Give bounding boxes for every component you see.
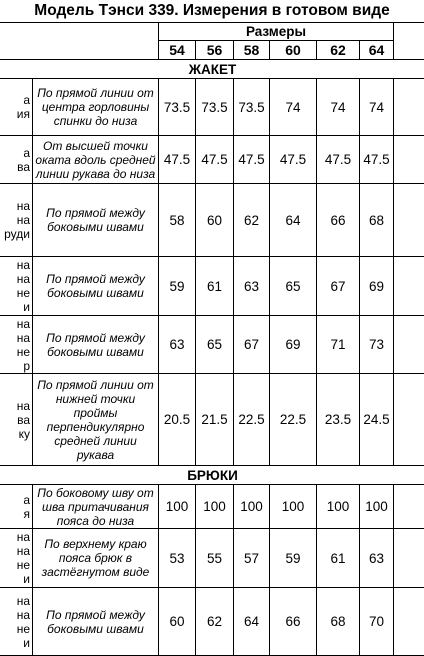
value-cell-54: 73.5 bbox=[159, 79, 196, 136]
parameter-fragment: на bbox=[16, 530, 30, 544]
value-cell-60: 47.5 bbox=[270, 136, 317, 184]
value-cell-62: 74 bbox=[317, 79, 360, 136]
section-title: ЖАКЕТ bbox=[0, 60, 424, 79]
right-edge-header-cell bbox=[394, 23, 424, 60]
value-cell-54: 100 bbox=[159, 485, 196, 529]
size-header-56: 56 bbox=[196, 41, 234, 60]
right-edge-cell bbox=[394, 529, 424, 588]
size-header-58: 58 bbox=[234, 41, 270, 60]
parameter-fragment: на bbox=[16, 398, 30, 413]
value-cell-64: 47.5 bbox=[360, 136, 394, 184]
parameter-fragment: на bbox=[16, 607, 30, 622]
value-cell-58: 100 bbox=[234, 485, 270, 529]
parameter-fragment: а bbox=[23, 492, 30, 507]
parameter-cell bbox=[0, 529, 33, 588]
size-header-62: 62 bbox=[317, 41, 360, 60]
value-cell-56: 61 bbox=[196, 257, 234, 316]
value-cell-60: 66 bbox=[270, 588, 317, 656]
value-cell-54: 58 bbox=[159, 184, 196, 257]
parameter-fragment: а bbox=[23, 145, 30, 160]
parameter-fragment: на bbox=[16, 199, 30, 213]
parameter-fragment: и bbox=[23, 572, 30, 586]
value-cell-62: 68 bbox=[317, 588, 360, 656]
value-cell-58: 22.5 bbox=[234, 374, 270, 466]
right-edge-cell bbox=[394, 485, 424, 529]
parameter-fragment: я bbox=[23, 506, 30, 521]
parameter-fragment: на bbox=[16, 330, 30, 345]
value-cell-58: 73.5 bbox=[234, 79, 270, 136]
value-cell-54: 47.5 bbox=[159, 136, 196, 184]
value-cell-56: 65 bbox=[196, 316, 234, 374]
right-edge-cell bbox=[394, 136, 424, 184]
value-cell-58: 64 bbox=[234, 588, 270, 656]
value-cell-62: 71 bbox=[317, 316, 360, 374]
table-row bbox=[0, 485, 424, 529]
parameter-fragment: на bbox=[16, 316, 30, 331]
value-cell-64: 24.5 bbox=[360, 374, 394, 466]
parameter-fragment: на bbox=[16, 272, 30, 286]
parameter-fragment: ва bbox=[17, 159, 30, 174]
parameter-fragment: на bbox=[16, 593, 30, 608]
value-cell-64: 70 bbox=[360, 588, 394, 656]
value-cell-54: 60 bbox=[159, 588, 196, 656]
value-cell-60: 69 bbox=[270, 316, 317, 374]
method-cell: По прямой между боковыми швами bbox=[33, 316, 159, 374]
parameter-cell bbox=[0, 257, 33, 316]
value-cell-60: 22.5 bbox=[270, 374, 317, 466]
method-cell: По прямой между боковыми швами bbox=[33, 184, 159, 257]
value-cell-62: 66 bbox=[317, 184, 360, 257]
sizes-header-text: Размеры bbox=[245, 24, 307, 39]
parameter-fragment: а bbox=[23, 93, 30, 107]
parameter-fragment: на bbox=[16, 544, 30, 558]
size-header-54: 54 bbox=[159, 41, 196, 60]
value-cell-54: 20.5 bbox=[159, 374, 196, 466]
value-cell-58: 67 bbox=[234, 316, 270, 374]
value-cell-62: 61 bbox=[317, 529, 360, 588]
value-cell-54: 59 bbox=[159, 257, 196, 316]
parameter-cell bbox=[0, 316, 33, 374]
value-cell-56: 47.5 bbox=[196, 136, 234, 184]
table-row bbox=[0, 184, 424, 257]
value-cell-56: 62 bbox=[196, 588, 234, 656]
value-cell-64: 74 bbox=[360, 79, 394, 136]
parameter-cell bbox=[0, 374, 33, 466]
value-cell-62: 23.5 bbox=[317, 374, 360, 466]
method-cell: От высшей точки оката вдоль средней линии рукава до низа bbox=[33, 136, 159, 184]
value-cell-54: 63 bbox=[159, 316, 196, 374]
parameter-fragment: и bbox=[23, 300, 30, 314]
method-cell: По прямой линии от центра горловины спинки до низа bbox=[33, 79, 159, 136]
value-cell-64: 69 bbox=[360, 257, 394, 316]
value-cell-60: 64 bbox=[270, 184, 317, 257]
value-cell-56: 21.5 bbox=[196, 374, 234, 466]
method-cell: По прямой между боковыми швами bbox=[33, 588, 159, 656]
value-cell-64: 100 bbox=[360, 485, 394, 529]
parameter-fragment: ку bbox=[18, 426, 30, 441]
table-row bbox=[0, 257, 424, 316]
table-row bbox=[0, 316, 424, 374]
section-row bbox=[0, 466, 424, 485]
value-cell-58: 47.5 bbox=[234, 136, 270, 184]
parameter-cell bbox=[0, 136, 33, 184]
parameter-fragment: р bbox=[23, 358, 30, 373]
right-edge-cell bbox=[394, 184, 424, 257]
parameter-cell bbox=[0, 79, 33, 136]
value-cell-60: 74 bbox=[270, 79, 317, 136]
value-cell-58: 57 bbox=[234, 529, 270, 588]
parameter-fragment: не bbox=[16, 558, 30, 572]
parameter-cell bbox=[0, 485, 33, 529]
table-row bbox=[0, 79, 424, 136]
table-row bbox=[0, 588, 424, 656]
value-cell-56: 60 bbox=[196, 184, 234, 257]
header-name-cell bbox=[0, 23, 159, 60]
parameter-fragment: не bbox=[16, 621, 30, 636]
method-cell: По верхнему краю пояса брюк в застёгнутом виде bbox=[33, 529, 159, 588]
parameter-fragment: не bbox=[16, 286, 30, 300]
value-cell-56: 55 bbox=[196, 529, 234, 588]
value-cell-64: 73 bbox=[360, 316, 394, 374]
right-edge-cell bbox=[394, 588, 424, 656]
size-header-60: 60 bbox=[270, 41, 317, 60]
parameter-fragment: руди bbox=[4, 227, 30, 241]
table-row bbox=[0, 529, 424, 588]
right-edge-cell bbox=[394, 79, 424, 136]
right-edge-cell bbox=[394, 257, 424, 316]
value-cell-58: 63 bbox=[234, 257, 270, 316]
right-edge-cell bbox=[394, 316, 424, 374]
value-cell-62: 100 bbox=[317, 485, 360, 529]
right-edge-cell bbox=[394, 374, 424, 466]
value-cell-64: 63 bbox=[360, 529, 394, 588]
parameter-cell bbox=[0, 184, 33, 257]
method-cell: По прямой линии от нижней точки проймы перпендикулярно средней линии рукава bbox=[33, 374, 159, 466]
parameter-fragment: на bbox=[16, 258, 30, 272]
parameter-fragment: ия bbox=[16, 107, 30, 121]
table-body bbox=[0, 23, 424, 656]
section-row bbox=[0, 60, 424, 79]
section-title: БРЮКИ bbox=[0, 466, 424, 485]
value-cell-64: 68 bbox=[360, 184, 394, 257]
value-cell-60: 59 bbox=[270, 529, 317, 588]
header-row-top bbox=[0, 23, 424, 41]
table-row bbox=[0, 374, 424, 466]
sizes-header bbox=[159, 23, 394, 41]
method-cell: По боковому шву от шва притачивания пояса до низа bbox=[33, 485, 159, 529]
parameter-fragment: на bbox=[16, 213, 30, 227]
parameter-fragment: и bbox=[23, 635, 30, 650]
value-cell-62: 47.5 bbox=[317, 136, 360, 184]
value-cell-56: 100 bbox=[196, 485, 234, 529]
value-cell-58: 62 bbox=[234, 184, 270, 257]
value-cell-60: 100 bbox=[270, 485, 317, 529]
parameter-fragment: не bbox=[16, 344, 30, 359]
parameter-cell bbox=[0, 588, 33, 656]
document-title: Модель Тэнси 339. Измерения в готовом виде bbox=[34, 2, 390, 19]
measurements-table bbox=[0, 22, 424, 656]
value-cell-62: 67 bbox=[317, 257, 360, 316]
value-cell-54: 53 bbox=[159, 529, 196, 588]
parameter-fragment: ва bbox=[17, 412, 30, 427]
table-row bbox=[0, 136, 424, 184]
value-cell-56: 73.5 bbox=[196, 79, 234, 136]
value-cell-60: 65 bbox=[270, 257, 317, 316]
size-header-64: 64 bbox=[360, 41, 394, 60]
method-cell: По прямой между боковыми швами bbox=[33, 257, 159, 316]
